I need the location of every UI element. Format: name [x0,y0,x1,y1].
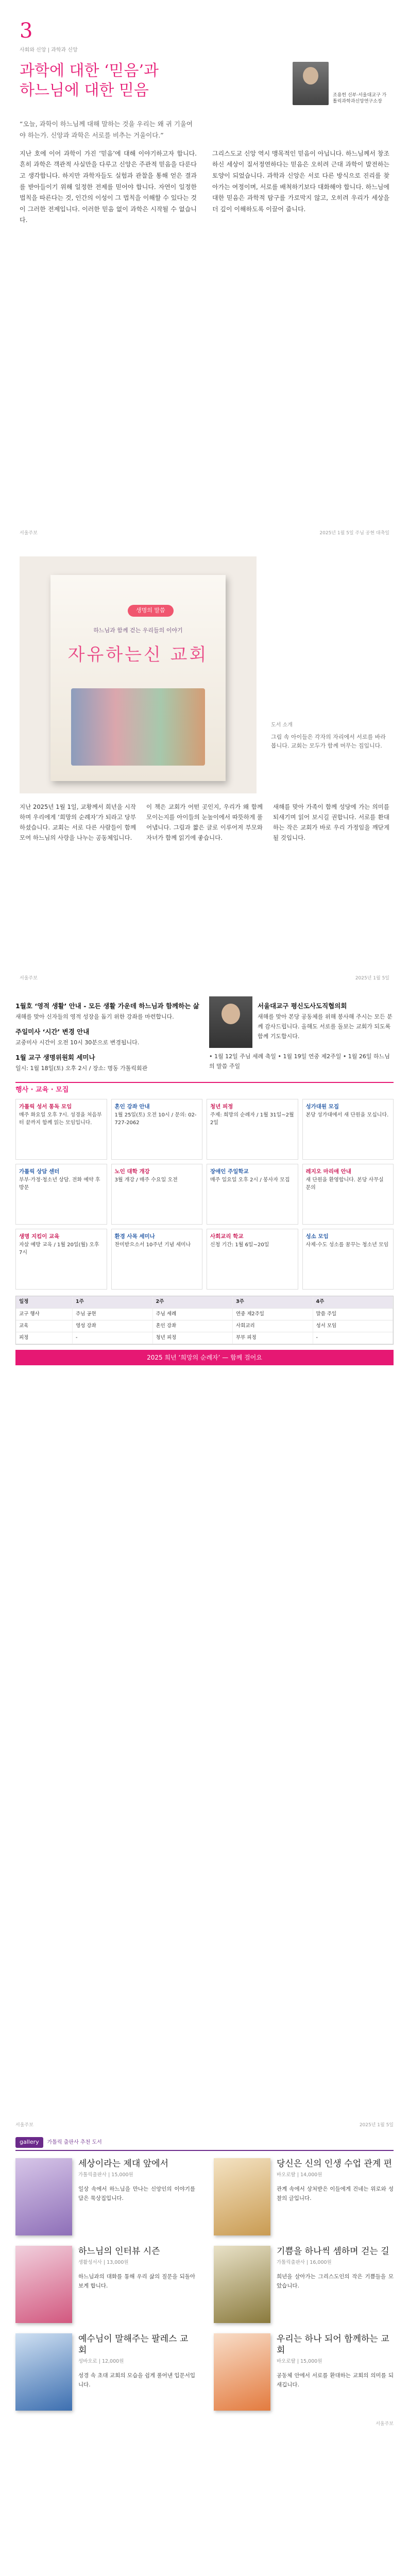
column-number: 3 [20,19,33,43]
page-footer: 서울주보 2025년 1월 5일 주님 공현 대축일 [20,530,389,536]
notice-list: • 1월 12일 주님 세례 축일 • 1월 19일 연중 제2주일 • 1월 26일 하느님의 말씀 주일 [209,1053,390,1070]
book-item[interactable]: 우리는 하나 되어 함께하는 교회 바오로딸 | 15,000원 공동체 안에서 서로를 환대하는 교회의 의미를 되새깁니다. [214,2333,394,2411]
book-title: 자유하는신 교회 [67,645,209,665]
book-body-col3: 새해를 맞아 가족이 함께 성당에 가는 의미를 되새기며 읽어 보시길 권합니다. 서로를 환대하는 작은 교회가 바로 우리 가정임을 깨닫게 될 것입니다. [273,803,389,842]
book-item[interactable]: 예수님이 말해주는 팔레스 교회 성바오로 | 12,000원 성경 속 초대 교회의 모습을 쉽게 풀어낸 입문서입니다. [15,2333,195,2411]
page-footer: 서울주보 2025년 1월 5일 [20,975,389,981]
notices-col2 [209,996,394,1074]
notice-heading: 1월 교구 생명위원회 세미나 [15,1053,95,1061]
ad-item[interactable]: 노인 대학 개강 3월 개강 / 매주 수요일 오전 [111,1164,203,1225]
table-row: 피정 - 청년 피정 부부 피정 - [16,1332,393,1344]
book-badge: 생명의 말씀 [128,605,174,617]
ad-item[interactable]: 장애인 주일학교 매주 일요일 오후 2시 / 봉사자 모집 [207,1164,298,1225]
notice-text: 새해를 맞아 신자들의 영적 성장을 돕기 위한 강좌를 마련합니다. [15,1013,174,1021]
book-body-col2: 이 책은 교회가 어떤 곳인지, 우리가 왜 함께 모이는지를 아이들의 눈높이에서 따뜻하게 풀어냅니다. 그림과 짧은 글로 이루어져 부모와 자녀가 함께 읽기에 좋습니다. [146,803,263,842]
column-body-col2: 그리스도교 신앙 역시 맹목적인 믿음이 아닙니다. 하느님께서 창조하신 세상이 질서정연하다는 믿음은 오히려 근대 과학이 발전하는 토양이 되었습니다. 과학과 신앙은 서로 다른 방식으로 진리를 찾아가는 여정이며, 서로를 배척하기보다 대화해야 합니다. 하느님에 대한 믿음은 과학적 탐구를 가로막지 않고, 오히려 우리가 세상을 더 깊이 이해하도록 이끌어 줍니다. [212,149,389,213]
table-row: 교구 행사 주님 공현 주님 세례 연중 제2주일 말씀 주일 [16,1309,393,1320]
column-lead: “오늘, 과학이 하느님께 대해 말하는 것을 우리는 왜 귀 기울여야 하는가. 신앙과 과학은 서로를 비추는 거울이다.” [20,120,193,139]
book-cover-thumbnail [214,2333,270,2411]
page-footer: 서울주보 [376,2421,394,2427]
ad-item[interactable]: 청년 피정 주제: 희망의 순례자 / 1월 31일~2월 2일 [207,1099,298,1160]
book-item[interactable]: 당신은 신의 인생 수업 관계 편 바오로딸 | 14,000원 관계 속에서 상처받은 이들에게 건네는 위로와 성찰의 글입니다. [214,2158,394,2235]
book-item[interactable]: 세상이라는 제대 앞에서 가톨릭출판사 | 15,000원 일상 속에서 하느님을 만나는 신앙인의 이야기를 담은 묵상집입니다. [15,2158,195,2235]
book-side-text: 그림 속 아이들은 각자의 자리에서 서로를 바라봅니다. 교회는 모두가 함께 머무는 집입니다. [271,734,386,749]
book-cover-thumbnail [15,2246,72,2323]
book-cover [50,575,226,781]
gallery-heading: 가톨릭 출판사 추천 도서 [47,2139,102,2145]
column-section [0,0,409,546]
ad-item[interactable]: 혼인 강좌 안내 1월 25일(토) 오전 10시 / 문의: 02-727-2062 [111,1099,203,1160]
ads-grid [15,1099,394,1290]
book-list [15,2158,394,2411]
author-box [293,62,389,105]
book-item[interactable]: 하느님의 인터뷰 시즌 생활성서사 | 13,000원 하느님과의 대화를 통해 우리 삶의 질문을 되돌아보게 합니다. [15,2246,195,2323]
notice-text: 일시: 1월 18일(토) 오후 2시 / 장소: 명동 가톨릭회관 [15,1065,148,1072]
ad-item[interactable]: 성소 모임 사제·수도 성소를 꿈꾸는 청소년 모임 [302,1229,394,1290]
ad-item[interactable]: 가톨릭 성서 통독 모임 매주 화요일 오후 7시. 성경을 처음부터 끝까지 함께 읽는 모임입니다. [15,1099,107,1160]
ad-item[interactable]: 생명 지킴이 교육 자살 예방 교육 / 1월 20일(월) 오후 7시 [15,1229,107,1290]
gallery-logo: gallery [15,2137,43,2148]
book-subtitle: 하느님과 함께 걷는 우리들의 이야기 [93,627,183,634]
ad-item[interactable]: 성가대원 모집 본당 성가대에서 새 단원을 모십니다. [302,1099,394,1160]
ads-title: 행사 · 교육 · 모집 [15,1082,394,1095]
person-name: 서울대교구 평신도사도직협의회 [258,1002,347,1010]
person-photo [209,996,252,1048]
notice-heading: 주일미사 ‘시간’ 변경 안내 [15,1027,90,1036]
book-side-note [271,556,389,793]
ad-item[interactable]: 사회교리 학교 신청 기간: 1월 6일~20일 [207,1229,298,1290]
jubilee-banner[interactable]: 2025 희년 ‘희망의 순례자’ — 함께 걸어요 [15,1350,394,1365]
page-footer: 서울주보 2025년 1월 5일 [15,2122,394,2128]
notices-section [0,989,409,2133]
table-header: 일정 1주 2주 3주 4주 [16,1296,393,1308]
notices-col1 [15,996,200,1074]
ad-item[interactable]: 가톨릭 상담 센터 부부·가정·청소년 상담. 전화 예약 후 방문 [15,1164,107,1225]
ad-item[interactable]: 레지오 마리애 안내 새 단원을 환영합니다. 본당 사무실 문의 [302,1164,394,1225]
book-illustration [20,556,257,793]
notice-heading: 1월호 ‘영적 생활’ 안내 - 모든 생활 가운데 하느님과 함께하는 삶 [15,1002,199,1010]
notice-text: 교중미사 시간이 오전 10시 30분으로 변경됩니다. [15,1039,140,1046]
column-body-col1: 지난 호에 이어 과학이 가진 ‘믿음’에 대해 이야기하고자 합니다. 흔히 과학은 객관적 사실만을 다루고 신앙은 주관적 믿음을 다룬다고 생각합니다. 하지만 과학자들도 실험과 관찰을 통해 얻은 결과를 받아들이기 위해 일정한 전제를 믿어야 합니다. 자연이 일정한 법칙을 따른다는 것, 인간의 이성이 그 법칙을 이해할 수 있다는 것이 그러한 전제입니다. 이러한 믿음 없이 과학은 시작될 수 없습니다. [20,149,197,224]
author-caption: 조용헌 신부·서울대교구 가톨릭과학과신앙연구소장 [333,92,387,105]
book-body [20,802,389,843]
ad-item[interactable]: 환경 사목 세미나 찬미받으소서 10주년 기념 세미나 [111,1229,203,1290]
table-row: 교육 영성 강좌 혼인 강좌 사회교리 성서 모임 [16,1320,393,1332]
column-tag: 사회와 신앙 | 과학과 신앙 [20,47,78,53]
book-cover-thumbnail [214,2246,270,2323]
book-cover-thumbnail [15,2158,72,2235]
book-section [0,546,409,989]
author-photo [293,62,329,105]
schedule-table [15,1296,394,1345]
person-text: 새해를 맞아 본당 공동체를 위해 봉사해 주시는 모든 분께 감사드립니다. 올해도 서로를 돌보는 교회가 되도록 함께 기도합시다. [258,1013,393,1040]
book-cover-thumbnail [214,2158,270,2235]
book-cover-thumbnail [15,2333,72,2411]
book-tag: 도서 소개 [271,722,293,728]
book-illustration-people [71,688,205,766]
column-body [20,148,389,226]
book-body-col1: 지난 2025년 1월 1일, 교황께서 희년을 시작하며 우리에게 ‘희망의 순례자’가 되라고 당부하셨습니다. 교회는 서로 다른 사람들이 함께 모여 하느님의 사랑을 나누는 공동체입니다. [20,803,136,842]
book-item[interactable]: 기쁨을 하나씩 셈하며 걷는 길 가톨릭출판사 | 16,000원 희년을 살아가는 그리스도인의 작은 기쁨들을 모았습니다. [214,2246,394,2323]
gallery-section [0,2133,409,2443]
column-title: 과학에 대한 ‘믿음’과 하느님에 대한 믿음 [20,62,159,99]
